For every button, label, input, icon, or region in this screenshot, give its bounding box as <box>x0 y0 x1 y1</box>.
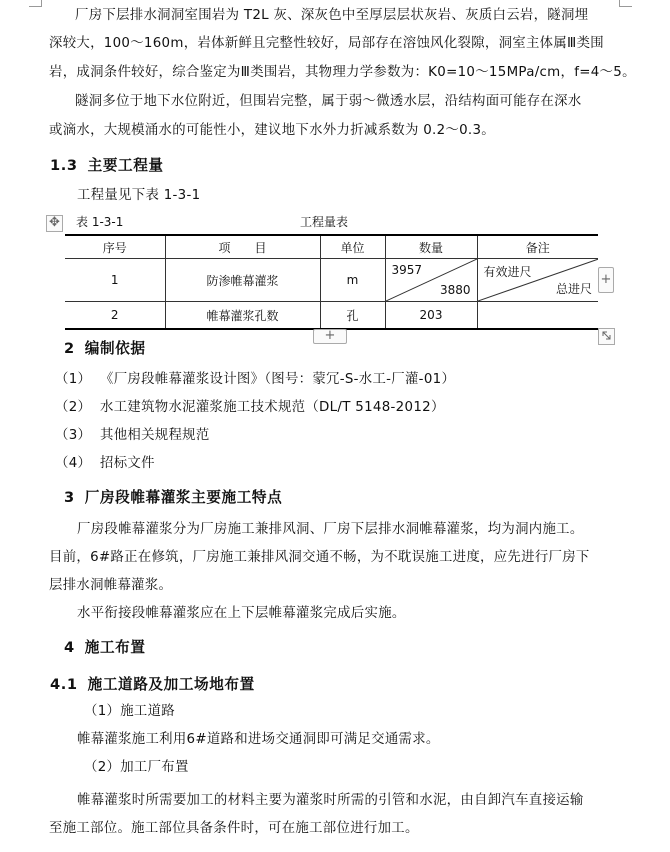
reference-number: （2） <box>55 400 92 415</box>
quantity-effective: 3957 <box>391 263 423 277</box>
subsection-heading: （2）加工厂布置 <box>84 760 189 775</box>
table-cell <box>477 302 598 330</box>
page-corner-mark-left <box>29 0 42 7</box>
table-intro-text: 工程量见下表 1-3-1 <box>77 188 201 203</box>
reference-text: 水工建筑物水泥灌浆施工技术规范（DL/T 5148-2012） <box>100 400 445 415</box>
quantity-total: 3880 <box>439 283 471 297</box>
header-cell: 项 目 <box>165 235 320 259</box>
table-cell: 2 <box>65 302 165 330</box>
section-title: 编制依据 <box>84 340 146 357</box>
reference-item <box>55 366 455 395</box>
reference-number: （3） <box>55 428 92 443</box>
resize-arrow-icon <box>600 329 613 342</box>
reference-number: （4） <box>55 456 92 471</box>
subsection-heading: （1）施工道路 <box>84 704 175 719</box>
body-paragraph-line: 岩，成洞条件较好，综合鉴定为Ⅲ类围岩，其物理力学参数为：K0=10～15MPa/cm，f=4～5。 <box>49 65 636 80</box>
section-heading-4-1 <box>50 673 255 694</box>
section-title: 施工道路及加工场地布置 <box>87 676 255 693</box>
header-cell: 序号 <box>65 235 165 259</box>
body-paragraph-line: 帷幕灌浆施工利用6#道路和进场交通洞即可满足交通需求。 <box>77 732 440 747</box>
body-paragraph-line: 目前，6#路正在修筑，厂房施工兼排风洞交通不畅，为不耽误施工进度，应先进行厂房下 <box>49 550 590 565</box>
table-cell: 203 <box>385 302 477 330</box>
header-cell: 数量 <box>385 235 477 259</box>
reference-number: （1） <box>55 372 92 387</box>
table-cell: 1 <box>65 259 165 302</box>
section-number: 3 <box>64 489 75 506</box>
table-label: 表 1-3-1 <box>76 215 124 229</box>
section-title: 主要工程量 <box>87 157 164 174</box>
section-number: 4 <box>64 639 75 656</box>
table-row <box>65 259 598 302</box>
body-paragraph-line: 至施工部位。施工部位具备条件时，可在施工部位进行加工。 <box>49 821 419 836</box>
table-cell: 帷幕灌浆孔数 <box>165 302 320 330</box>
reference-text: 《厂房段帷幕灌浆设计图》（图号：蒙冗-S-水工-厂灌-01） <box>100 372 456 387</box>
body-paragraph-line: 厂房下层排水洞洞室围岩为 T2L 灰、深灰色中至厚层层状灰岩、灰质白云岩，隧洞埋 <box>75 8 589 23</box>
section-number: 1.3 <box>50 157 78 174</box>
page-corner-mark-right <box>619 0 632 7</box>
body-paragraph-line: 厂房段帷幕灌浆分为厂房施工兼排风洞、厂房下层排水洞帷幕灌浆，均为洞内施工。 <box>77 522 584 537</box>
note-effective-footage: 有效进尺 <box>483 265 532 279</box>
reference-text: 招标文件 <box>100 456 155 471</box>
body-paragraph-line: 或滴水，大规模涌水的可能性小，建议地下水外力折减系数为 0.2～0.3。 <box>49 123 495 138</box>
header-cell: 备注 <box>477 235 598 259</box>
add-row-button[interactable]: + <box>313 329 347 344</box>
note-total-footage: 总进尺 <box>555 282 592 296</box>
body-paragraph-line: 层排水洞帷幕灌浆。 <box>49 578 173 593</box>
split-cell-quantity <box>385 259 477 302</box>
header-cell: 单位 <box>320 235 385 259</box>
table-cell: 防渗帷幕灌浆 <box>165 259 320 302</box>
table-cell: m <box>320 259 385 302</box>
section-heading-4 <box>64 636 146 657</box>
split-cell-note <box>477 259 598 302</box>
section-title: 厂房段帷幕灌浆主要施工特点 <box>84 489 283 506</box>
body-paragraph-line: 隧洞多位于地下水位附近，但围岩完整，属于弱～微透水层，沿结构面可能存在深水 <box>75 94 582 109</box>
body-paragraph-line: 水平衔接段帷幕灌浆应在上下层帷幕灌浆完成后实施。 <box>77 606 406 621</box>
section-heading-1-3 <box>50 154 164 175</box>
body-paragraph-line: 帷幕灌浆时所需要加工的材料主要为灌浆时所需的引管和水泥，由自卸汽车直接运输 <box>77 793 584 808</box>
table-header-row <box>65 235 598 259</box>
table-row <box>65 302 598 330</box>
add-column-button[interactable]: + <box>598 267 614 293</box>
body-paragraph-line: 深较大，100～160m，岩体新鲜且完整性较好，局部存在溶蚀风化裂隙，洞室主体属Ⅲ类围 <box>49 36 604 51</box>
reference-item <box>55 450 155 479</box>
reference-item <box>55 422 210 451</box>
table-move-handle-icon[interactable]: ✥ <box>46 215 63 232</box>
reference-text: 其他相关规程规范 <box>100 428 210 443</box>
table-resize-handle-icon[interactable] <box>598 328 615 345</box>
section-heading-2 <box>64 337 146 358</box>
section-number: 2 <box>64 340 75 357</box>
table-title: 工程量表 <box>300 215 349 229</box>
quantity-table <box>65 234 598 330</box>
section-title: 施工布置 <box>84 639 146 656</box>
section-heading-3 <box>64 486 282 507</box>
table-cell: 孔 <box>320 302 385 330</box>
reference-item <box>55 394 445 423</box>
section-number: 4.1 <box>50 676 78 693</box>
